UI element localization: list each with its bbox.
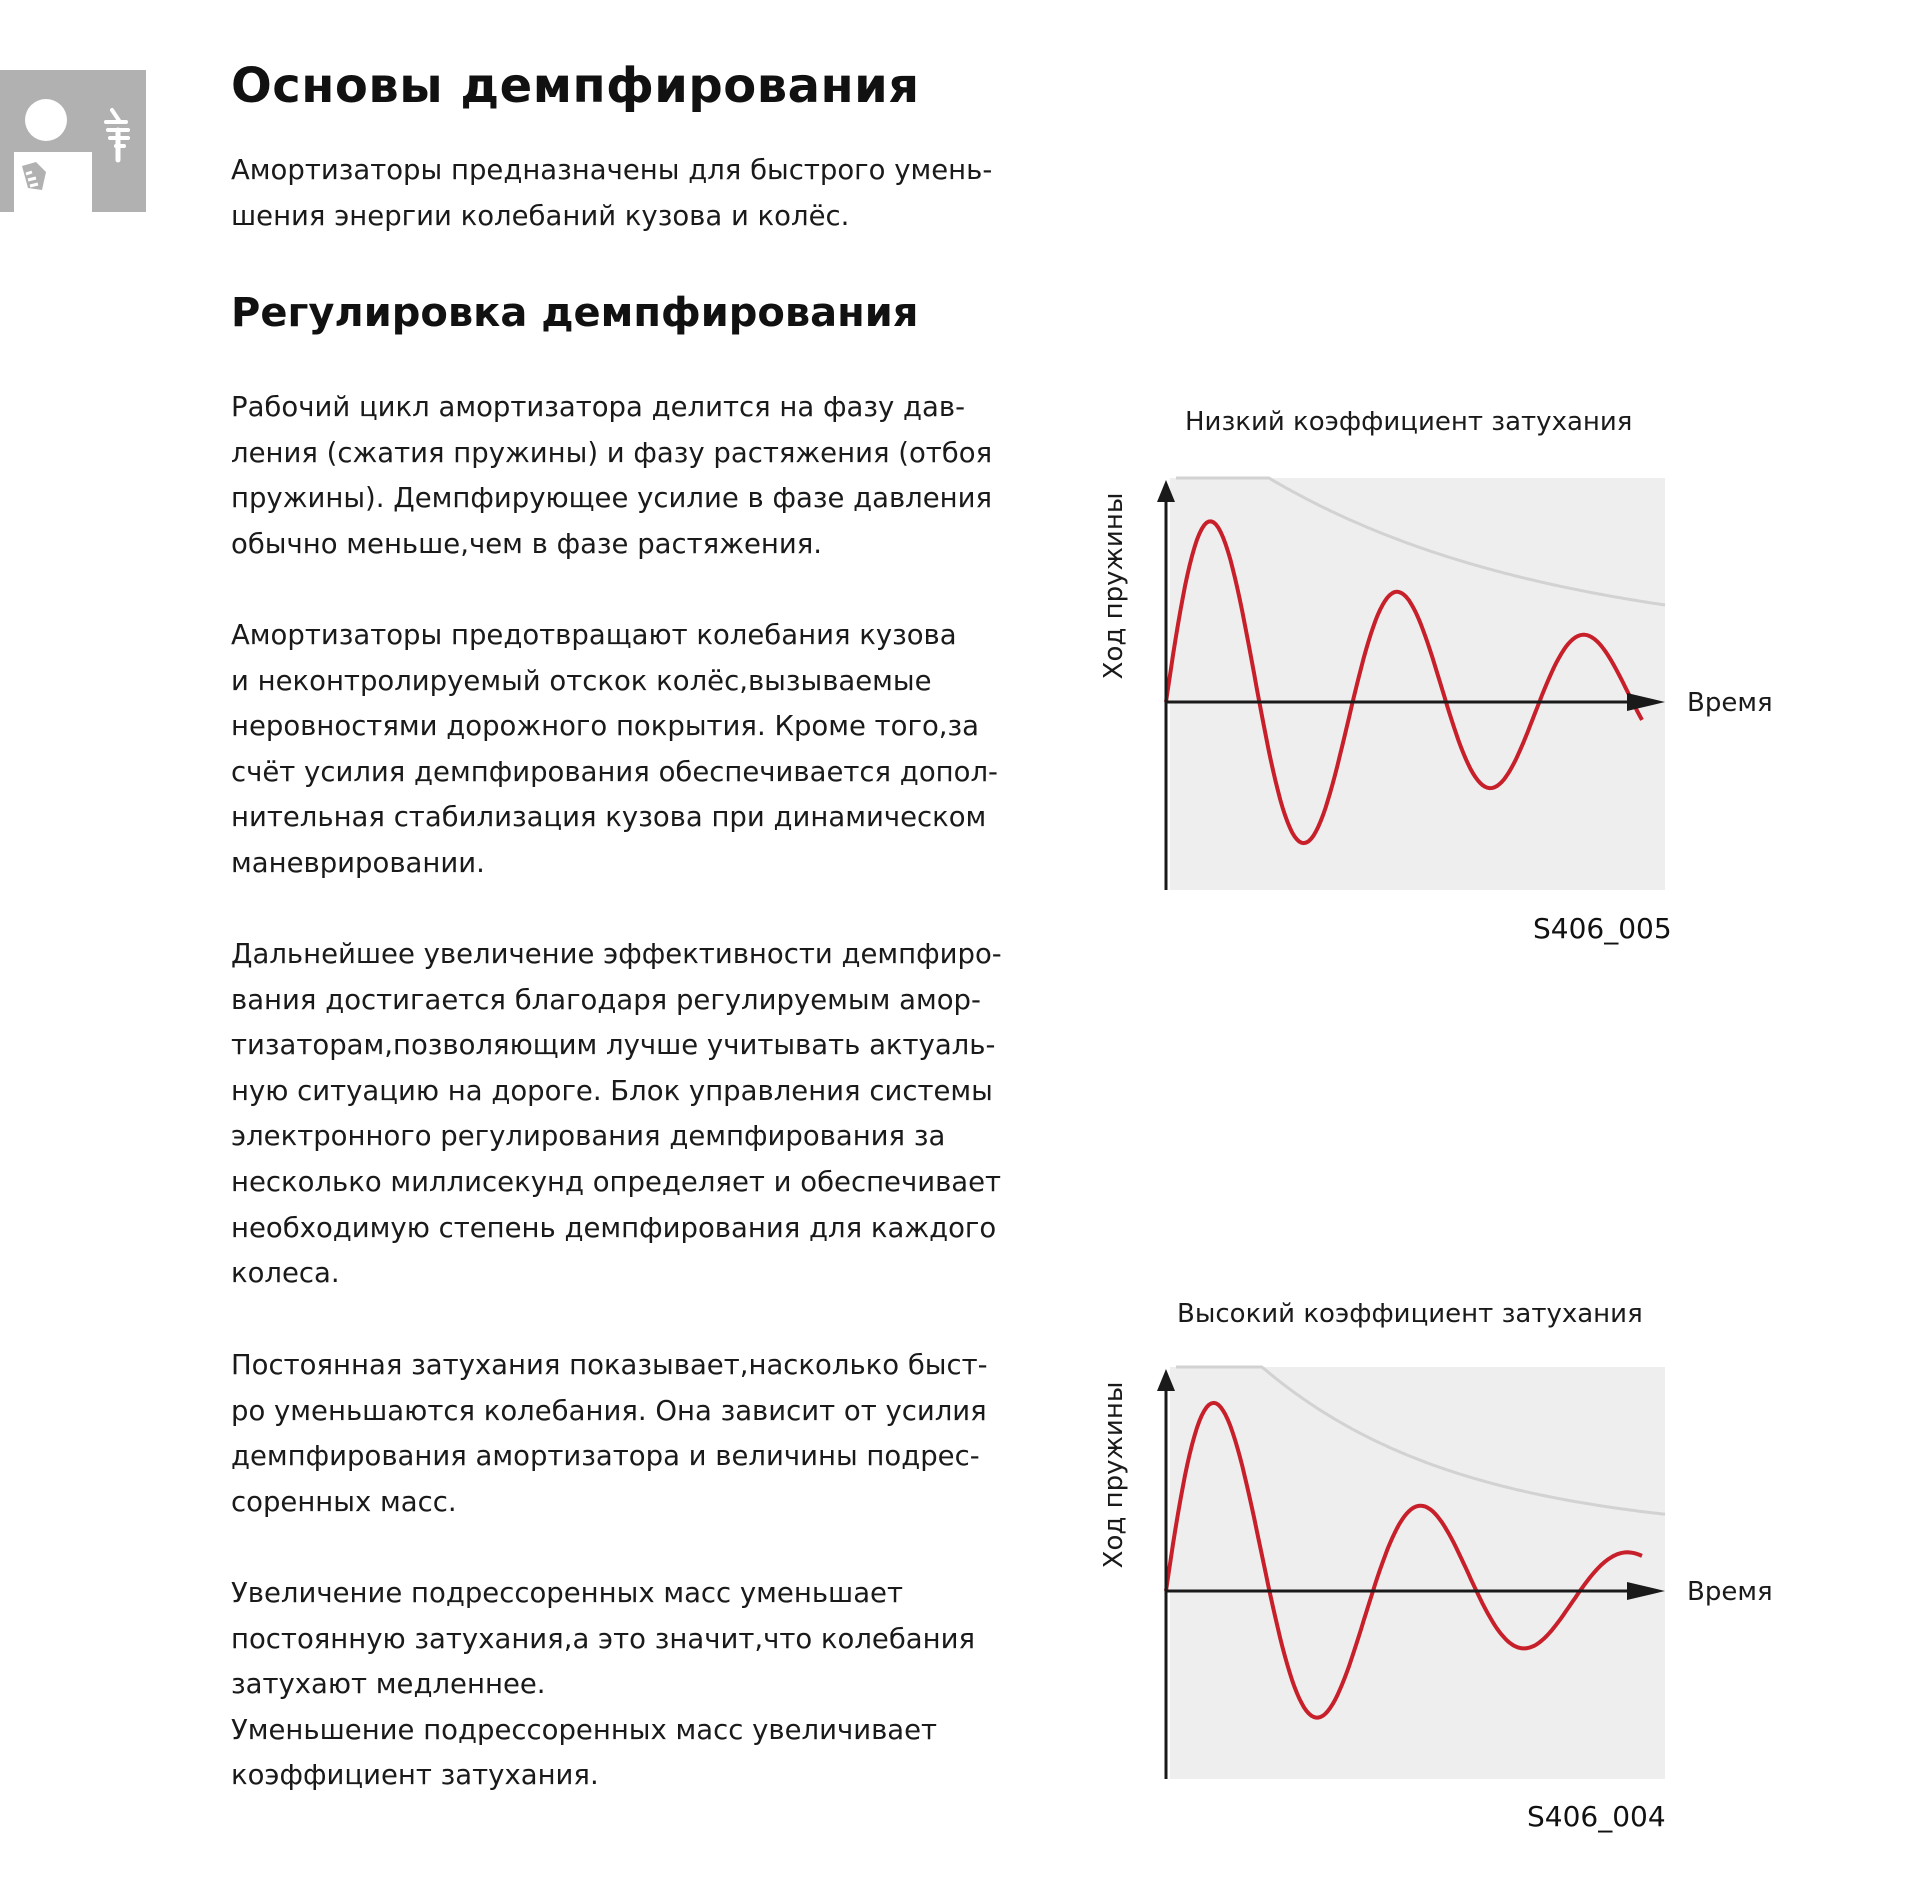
text-line: ро уменьшаются колебания. Она зависит от усилия bbox=[231, 1394, 987, 1427]
text-line: шения энергии колебаний кузова и колёс. bbox=[231, 199, 850, 232]
person-pointing-icon bbox=[0, 70, 146, 212]
text-line: коэффициент затухания. bbox=[231, 1759, 599, 1792]
page-title: Основы демпфирования bbox=[231, 58, 920, 114]
text-line: Увеличение подрессоренных масс уменьшает bbox=[231, 1577, 903, 1609]
chart-svg bbox=[1090, 460, 1790, 920]
chart-high-damping bbox=[1090, 1349, 1790, 1809]
text-line: Амортизаторы предотвращают колебания кузова bbox=[231, 619, 957, 651]
text-line: тизаторам,позволяющим лучше учитывать актуаль- bbox=[231, 1029, 996, 1062]
text-line: постоянную затухания,а это значит,что колебания bbox=[231, 1622, 976, 1655]
text-line: ную ситуацию на дороге. Блок управления системы bbox=[231, 1074, 993, 1107]
paragraph-5 bbox=[231, 1571, 991, 1799]
text-line: Амортизаторы предназначены для быстрого умень- bbox=[231, 154, 993, 186]
text-line: затухают медленнее. bbox=[231, 1668, 546, 1701]
plot-area bbox=[1170, 1367, 1665, 1779]
text-line: ления (сжатия пружины) и фазу растяжения (отбоя bbox=[231, 436, 993, 469]
paragraph-4 bbox=[231, 1343, 991, 1525]
plot-area bbox=[1170, 478, 1665, 890]
text-line: Дальнейшее увеличение эффективности демпфиро- bbox=[231, 938, 1002, 970]
x-axis-label: Время bbox=[1687, 1577, 1773, 1607]
y-axis-label: Ход пружины bbox=[1099, 1381, 1129, 1569]
text-line: вания достигается благодаря регулируемым амор- bbox=[231, 983, 981, 1016]
text-line: Постоянная затухания показывает,насколько быст- bbox=[231, 1349, 988, 1381]
text-line: маневрировании. bbox=[231, 846, 485, 879]
text-line: колеса. bbox=[231, 1257, 340, 1290]
chart-title-low-damping: Низкий коэффициент затухания bbox=[1185, 407, 1633, 437]
chart-caption: S406_004 bbox=[1527, 1800, 1666, 1833]
text-line: необходимую степень демпфирования для каждого bbox=[231, 1211, 997, 1244]
section-title: Регулировка демпфирования bbox=[231, 290, 919, 336]
y-axis-label: Ход пружины bbox=[1099, 492, 1129, 680]
text-line: Уменьшение подрессоренных масс увеличивает bbox=[231, 1713, 938, 1746]
text-line: и неконтролируемый отскок колёс,вызываемые bbox=[231, 664, 932, 697]
text-line: Рабочий цикл амортизатора делится на фазу дав- bbox=[231, 391, 965, 423]
paragraph-1 bbox=[231, 385, 991, 567]
intro-paragraph bbox=[231, 148, 991, 239]
text-line: счёт усилия демпфирования обеспечивается допол- bbox=[231, 755, 998, 788]
text-line: пружины). Демпфирующее усилие в фазе давления bbox=[231, 482, 993, 515]
text-line: нительная стабилизация кузова при динамическом bbox=[231, 801, 987, 834]
text-line: обычно меньше,чем в фазе растяжения. bbox=[231, 527, 823, 560]
x-axis-label: Время bbox=[1687, 688, 1773, 718]
paragraph-2 bbox=[231, 613, 998, 887]
text-line: демпфирования амортизатора и величины подрес- bbox=[231, 1440, 980, 1473]
chart-svg bbox=[1090, 1349, 1790, 1809]
text-line: неровностями дорожного покрытия. Кроме того,за bbox=[231, 710, 979, 743]
chart-title-high-damping: Высокий коэффициент затухания bbox=[1177, 1299, 1643, 1329]
paragraph-3 bbox=[231, 932, 1002, 1297]
text-line: несколько миллисекунд определяет и обеспечивает bbox=[231, 1165, 1002, 1198]
text-line: соренных масс. bbox=[231, 1485, 457, 1518]
chart-low-damping bbox=[1090, 460, 1790, 920]
chart-caption: S406_005 bbox=[1533, 912, 1672, 945]
text-line: электронного регулирования демпфирования за bbox=[231, 1120, 946, 1153]
